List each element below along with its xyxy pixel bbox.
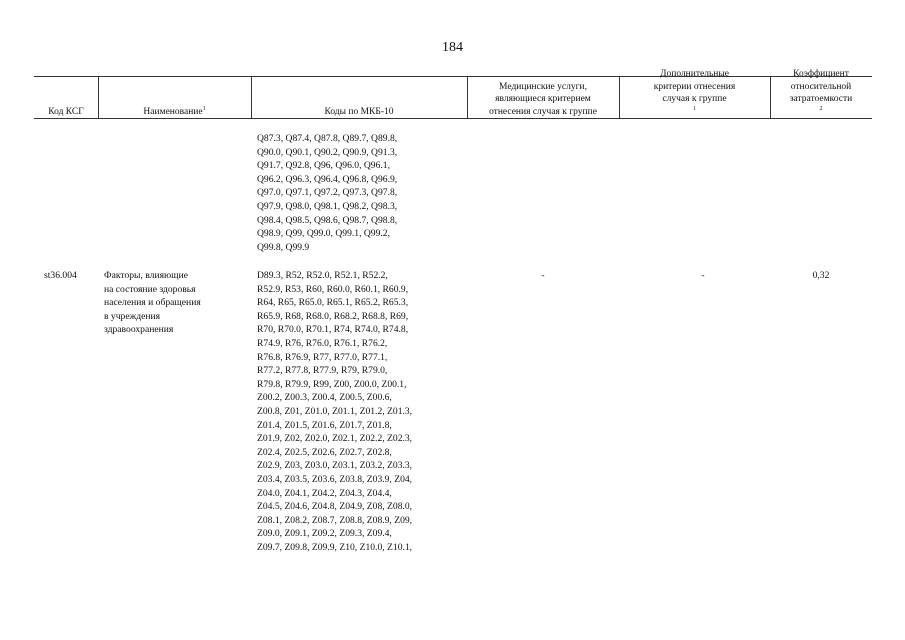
continuation-icd-codes: Q87.3, Q87.4, Q87.8, Q89.7, Q89.8, Q90.0, Q90.1, Q90.2, Q90.9, Q91.3, Q91.7, Q92.8, Q96, Q96.0, Q96.1, Q96.2, Q96.3, Q96.4, Q96.8, Q96.9, Q97.0, Q97.1, Q97.2, Q97.3, Q97.8, Q97.9, Q98.0, Q98.1, Q98.2, Q98.3, Q98.4, Q98.5, Q98.6, Q98.7, Q98.8, Q98.9, Q99, Q99.0, Q99.1, Q99.2, Q99.8, Q99.9 — [257, 133, 398, 253]
table-top-rule — [34, 76, 872, 77]
page-number: 184 — [442, 40, 463, 55]
header-coefficient: Коэффициент относительной затратоемкости $^2$ — [789, 69, 853, 112]
header-icd10: Коды по МКБ-10 — [324, 106, 394, 117]
header-code-ksg: Код КСГ — [48, 106, 84, 117]
header-name: Наименование$^1$ — [143, 105, 206, 117]
row-services: - — [541, 270, 545, 281]
table-header-rule — [34, 118, 872, 119]
row-icd-codes: D89.3, R52, R52.0, R52.1, R52.2, R52.9, R53, R60, R60.0, R60.1, R60.9, R64, R65, R65.0, R65.1, R65.2, R65.3, R65.9, R68, R68.0, R68.2, R68.8, R69, R70, R70.0, R70.1, R74, R74.0, R74.8, R74.9, R76, R76.0, R76.1, R76.2, R76.8, R76.9, R77, R77.0, R77.1, R77.2, R77.8, R77.9, R79, R79.0, R79.8, R79.9, R99, Z00, Z00.0, Z00.1, Z00.2, Z00.3, Z00.4, Z00.5, Z00.6, Z00.8, Z01, Z01.0, Z01.1, Z01.2, Z01.3, Z01.4, Z01.5, Z01.6, Z01.7, Z01.8, Z01.9, Z02, Z02.0, Z02.1, Z02.2, Z02.3, Z02.4, Z02.5, Z02.6, Z02.7, Z02.8, Z02.9, Z03, Z03.0, Z03.1, Z03.2, Z03.3, Z03.4, Z03.5, Z03.6, Z03.8, Z03.9, Z04, Z04.0, Z04.1, Z04.2, Z04.3, Z04.4, Z04.5, Z04.6, Z04.8, Z04.9, Z08, Z08.0, Z08.1, Z08.2, Z08.7, Z08.8, Z08.9, Z09, Z09.0, Z09.1, Z09.2, Z09.3, Z09.4, Z09.7, Z09.8, Z09.9, Z10, Z10.0, Z10.1, — [257, 270, 413, 553]
row-code: st36.004 — [44, 270, 77, 281]
row-coefficient: 0,32 — [812, 270, 830, 281]
header-services: Медицинские услуги, являющиеся критерием отнесения случая к группе — [489, 81, 597, 117]
header-criteria: Дополнительные критерии отнесения случая к группе $^1$ — [653, 69, 736, 112]
row-criteria: - — [701, 270, 705, 281]
row-name: Факторы, влияющие на состояние здоровья населения и обращения в учреждения здравоохранения — [104, 270, 201, 336]
